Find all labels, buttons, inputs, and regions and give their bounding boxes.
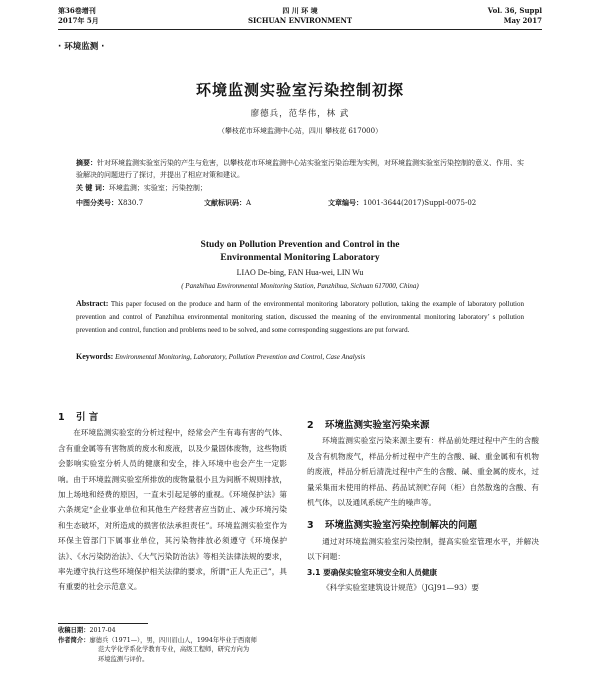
article-number-label: 文章编号： <box>328 198 363 207</box>
classification-number-value: X830.7 <box>118 199 144 207</box>
article-title-en <box>0 239 600 265</box>
authors-cn: 廖德兵，范华伟，林 武 <box>250 109 350 119</box>
journal-name-en: SICHUAN ENVIRONMENT <box>247 16 353 25</box>
author-bio-label: 作者简介： <box>58 636 90 644</box>
section-1-number: 1 <box>58 412 65 423</box>
section-3-paragraph: 通过对环境监测实验室污染控制，提高实验室管理水平，并解决以下问题： <box>307 536 539 562</box>
journal-name-cn: 四 川 环 境 <box>282 6 318 15</box>
received-date <box>58 626 287 636</box>
keywords-en-text: Environmental Monitoring, Laboratory, Pollution Prevention and Control, Case Analysis <box>113 353 366 361</box>
author-bio <box>58 636 287 646</box>
author-bio-line2: 范大学化学系化学教育专业，高级工程师，研究方向为 <box>98 646 250 654</box>
date-en: May 2017 <box>503 16 542 25</box>
received-date-label: 收稿日期： <box>58 627 90 634</box>
volume-issue-en: Vol. 36, Suppl <box>487 6 542 15</box>
section-2-title: 环境监测实验室污染来源 <box>325 420 430 431</box>
abstract-en-label: Abstract: <box>76 299 109 308</box>
affiliation-cn: （攀枝花市环境监测中心站，四川 攀枝花 617000） <box>217 127 383 135</box>
section-tag: · 环境监测 · <box>58 42 105 52</box>
body-column-left <box>58 410 287 595</box>
author-bio-line1: 廖德兵（1971—），男，四川眉山人，1994年毕业于西南师 <box>89 636 257 644</box>
header-rule <box>58 29 542 30</box>
section-2-heading <box>307 418 539 433</box>
classification-number <box>76 197 143 209</box>
affiliation-en: ( Panzhihua Environmental Monitoring Station, Panzhihua, Sichuan 617000, China) <box>181 282 419 290</box>
abstract-cn <box>76 157 524 181</box>
volume-issue-cn: 第36卷增刊 <box>58 6 96 15</box>
keywords-cn <box>76 182 524 194</box>
title-en-line1: Study on Pollution Prevention and Control in the <box>200 240 400 250</box>
keywords-en <box>76 351 524 363</box>
abstract-en <box>76 297 524 337</box>
footnote-rule <box>58 623 148 624</box>
section-3-heading <box>307 518 539 533</box>
section-1-title: 引 言 <box>76 412 99 423</box>
document-code-label: 文献标识码： <box>204 198 246 207</box>
keywords-cn-label: 关 键 词： <box>76 183 109 192</box>
footnote <box>58 626 287 664</box>
section-3-number: 3 <box>307 520 314 532</box>
running-header <box>58 6 542 30</box>
document-code-value: A <box>246 199 252 207</box>
keywords-cn-text: 环境监测；实验室；污染控制； <box>108 184 207 192</box>
section-3-title: 环境监测实验室污染控制解决的问题 <box>325 520 478 532</box>
section-1-paragraph: 在环境监测实验室的分析过程中，经常会产生有毒有害的气体、含有重金属等有害物质的废水和废液，以及少量固体废物，这些物质会影响实验室分析人员的健康和安全，排入环境中也会产生一定影响。由于环境监测实验室所排放的废物量很小且为间断不规则排放，加上场地和经费的原因，一直未引起足够的重视。《环境保护法》第六条规定“企业事业单位和其他生产经营者应当防止、减少环境污染和生态破坏，对所造成的损害依法承担责任”。环境监测实验室作为环保主管部门下属事业单位，其污染物排放必须遵守《环境保护法》、《水污染防治法》、《大气污染防治法》等相关法律法规的要求，率先遵守执行这些环境保护相关法律的要求，所谓“正人先正己”，具有重要的社会示范意义。 <box>58 428 287 592</box>
section-2-paragraph: 环境监测实验室污染来源主要有：样品前处理过程中产生的含酸及含有机物废气，样品分析过程中产生的含酸、碱、重金属和有机物的废液，样品分析后清洗过程中产生的含酸、碱、重金属的废水，过量采集而未使用的样品、药品试剂贮存间（柜）自然散逸的含酸、有机气体，以及通风系统产生的噪声等。 <box>307 436 539 508</box>
author-bio-line3: 环境监测与评价。 <box>98 655 149 663</box>
article-number <box>328 197 476 209</box>
date-cn: 2017年 5月 <box>58 16 99 25</box>
body-column-right <box>307 410 539 595</box>
article-number-value: 1001-3644(2017)Suppl-0075-02 <box>363 199 477 207</box>
header-right <box>488 6 542 26</box>
section-1-heading <box>58 410 287 425</box>
classification-number-label: 中图分类号： <box>76 198 118 207</box>
abstract-cn-text: 针对环境监测实验室污染的产生与危害，以攀枝花市环境监测中心站实验室污染治理为实例，对环境监测实验室污染控制的意义、作用、实验解决的问题进行了探讨，并提出了相应对策和建议。 <box>76 159 524 179</box>
keywords-en-label: Keywords: <box>76 352 114 361</box>
abstract-cn-label: 摘要： <box>76 158 97 167</box>
section-2-number: 2 <box>307 420 314 431</box>
article-title-cn: 环境监测实验室污染控制初探 <box>195 81 404 99</box>
subsection-3-1-paragraph: 《科学实验室建筑设计规范》（JGJ91—93）要 <box>322 583 479 593</box>
abstract-en-text: This paper focused on the produce and harm of the environmental monitoring laboratory pollution, taking the example of laboratory pollution prevention and control of Panzhihua environmental monitoring station, discussed the meaning of the environmental monitoring laboratory’ s pollution prevention and control, function and problems need to be solved, and some corresponding suggestions are put forward. <box>76 300 524 334</box>
authors-en: LIAO De-bing, FAN Hua-wei, LIN Wu <box>236 268 364 277</box>
document-code <box>204 197 251 209</box>
received-date-value: 2017-04 <box>89 627 116 634</box>
title-en-line2: Environmental Monitoring Laboratory <box>220 253 380 263</box>
subsection-3-1-heading: 3.1 要确保实验室环境安全和人员健康 <box>307 567 438 577</box>
header-center <box>58 6 542 26</box>
